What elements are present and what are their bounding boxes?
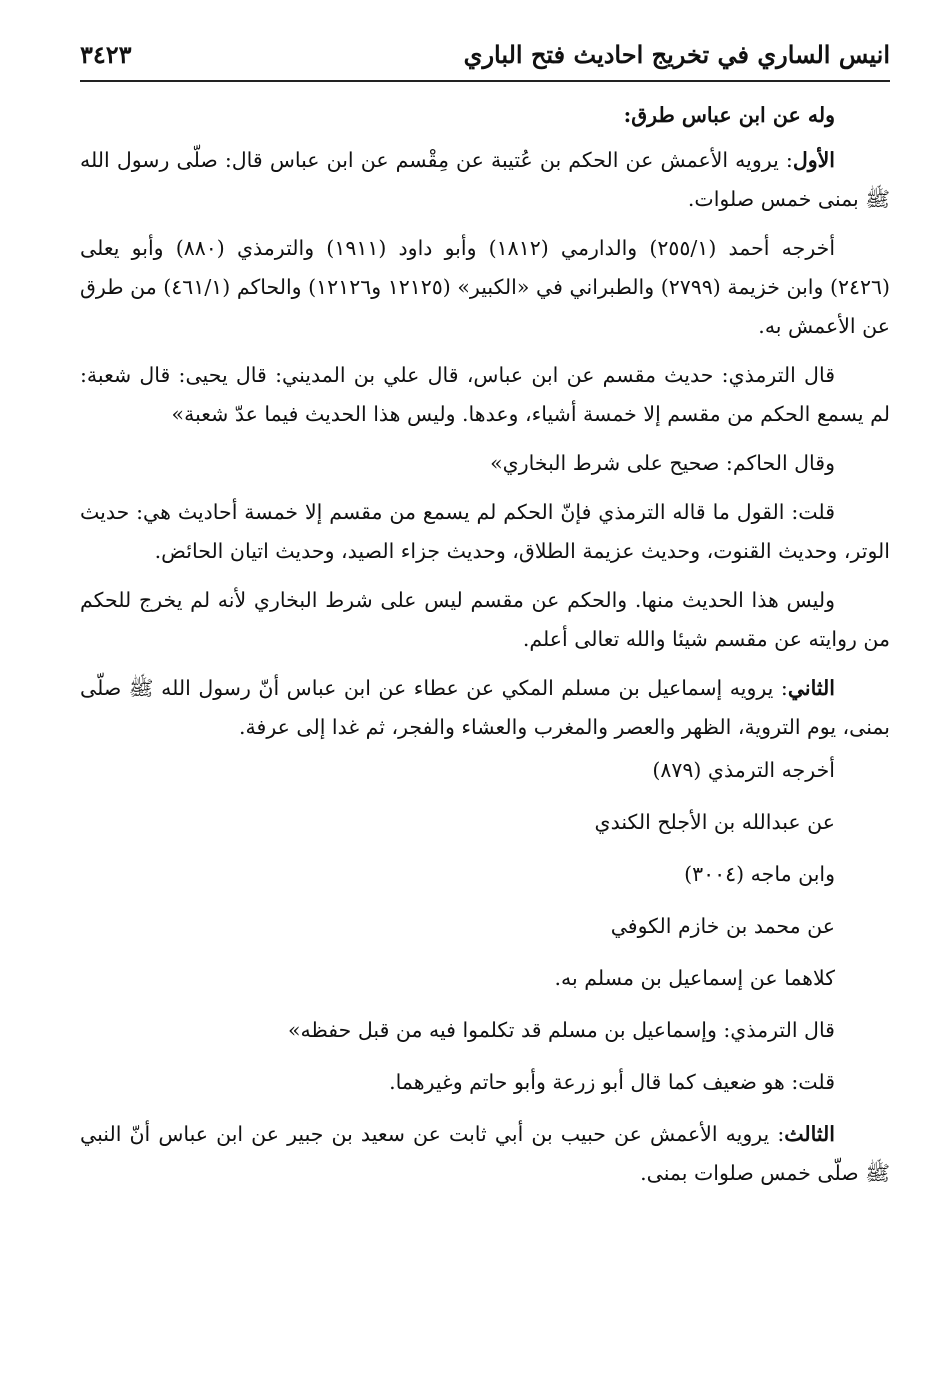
second-route-paragraph — [80, 669, 890, 747]
takhrij-paragraph: أخرجه أحمد (٢٥٥/١) والدارمي (١٨١٢) وأبو داود (١٩١١) والترمذي (٨٨٠) وأبو يعلى (٢٤٢٦) وابن خزيمة (٢٧٩٩) والطبراني في «الكبير» (١٢١٢٥ و١٢١٢٦) والحاكم (٤٦١/١) من طرق عن الأعمش به. — [80, 236, 890, 338]
third-route-text: : يرويه الأعمش عن حبيب بن أبي ثابت عن سعيد بن جبير عن ابن عباس أنّ النبي ﷺ صلّى خمس صلوات بمنى. — [80, 1122, 890, 1185]
page-content — [80, 96, 890, 1203]
third-route-paragraph — [80, 1115, 890, 1193]
first-route-label: الأول — [792, 148, 835, 172]
page-header — [80, 36, 890, 82]
narrator-line: عن عبدالله بن الأجلح الكندي — [594, 810, 835, 834]
running-title: انيس الساري في تخريج احاديث فتح الباري — [463, 40, 890, 69]
tirmidhi-comment-line: قال الترمذي: وإسماعيل بن مسلم قد تكلموا فيه من قبل حفظه» — [287, 1018, 835, 1042]
narrator-line: عن محمد بن خازم الكوفي — [610, 914, 835, 938]
author-note-line: قلت: هو ضعيف كما قال أبو زرعة وأبو حاتم وغيرهما. — [389, 1070, 835, 1094]
hakim-comment-paragraph: وقال الحاكم: صحيح على شرط البخاري» — [490, 451, 835, 475]
first-route-paragraph — [80, 141, 890, 219]
takhrij-line: أخرجه الترمذي (٨٧٩) — [652, 758, 835, 782]
section-heading: وله عن ابن عباس طرق: — [623, 103, 835, 127]
second-route-text: : يرويه إسماعيل بن مسلم المكي عن عطاء عن ابن عباس أنّ رسول الله ﷺ صلّى بمنى، يوم التروية، الظهر والعصر والمغرب والعشاء والفجر، ثم غدا إلى عرفة. — [80, 676, 890, 739]
tirmidhi-comment-paragraph: قال الترمذي: حديث مقسم عن ابن عباس، قال علي بن المديني: قال يحيى: قال شعبة: لم يسمع الحكم من مقسم إلا خمسة أشياء، وعدها. وليس هذا الحديث فيما عدّ شعبة» — [80, 363, 890, 426]
third-route-label: الثالث — [784, 1122, 835, 1146]
second-route-label: الثاني — [787, 676, 835, 700]
page-number: ٣٤٢٣ — [80, 40, 132, 69]
chain-summary-line: كلاهما عن إسماعيل بن مسلم به. — [554, 966, 835, 990]
author-note-paragraph: قلت: القول ما قاله الترمذي فإنّ الحكم لم يسمع من مقسم إلا خمسة أحاديث هي: حديث الوتر، وحديث القنوت، وحديث عزيمة الطلاق، وحديث جزاء الصيد، وحديث اتيان الحائض. — [80, 500, 890, 563]
takhrij-line: وابن ماجه (٣٠٠٤) — [684, 862, 835, 886]
first-route-text: : يرويه الأعمش عن الحكم بن عُتيبة عن مِقْسم عن ابن عباس قال: صلّى رسول الله ﷺ بمنى خمس صلوات. — [80, 148, 890, 211]
conclusion-paragraph: وليس هذا الحديث منها. والحكم عن مقسم ليس على شرط البخاري لأنه لم يخرج للحكم من روايته عن مقسم شيئا والله تعالى أعلم. — [80, 588, 890, 651]
